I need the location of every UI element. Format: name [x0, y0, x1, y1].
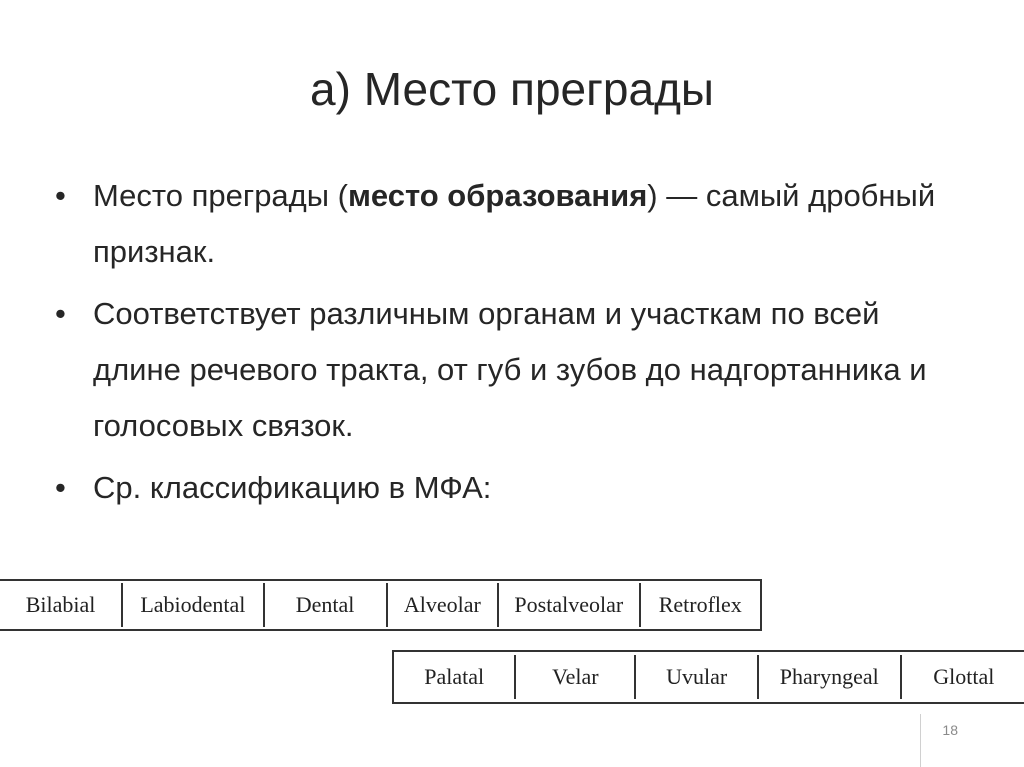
footer-divider — [920, 714, 921, 767]
table-row — [394, 655, 1024, 699]
table-cell: Labiodental — [122, 583, 263, 627]
bullet-item — [55, 286, 955, 454]
table-cell: Glottal — [901, 655, 1024, 699]
table-cell: Pharyngeal — [758, 655, 901, 699]
bullet-text-prefix: Место преграды ( — [93, 178, 348, 213]
page-number: 18 — [942, 722, 958, 738]
table-cell: Velar — [515, 655, 635, 699]
table-cell: Postalveolar — [498, 583, 640, 627]
bullet-item — [55, 460, 955, 516]
table-cell: Uvular — [635, 655, 757, 699]
ipa-table-places-2 — [392, 650, 1024, 704]
bullet-text: Ср. классификацию в МФА: — [93, 470, 492, 505]
table-cell: Bilabial — [25, 592, 96, 617]
table-cell: Dental — [264, 583, 387, 627]
table-cell: Retroflex — [640, 583, 760, 627]
bullet-list — [55, 168, 955, 522]
bullet-text-bold: место образования — [347, 178, 648, 213]
table-cell: Alveolar — [387, 583, 498, 627]
bullet-item — [55, 168, 955, 280]
ipa-table-places-1 — [0, 579, 762, 631]
table-row — [0, 583, 760, 627]
ipa-table — [0, 583, 760, 627]
slide-title: а) Место преграды — [310, 63, 714, 115]
bullet-text-suffix: ) — самый дробный признак. — [93, 178, 936, 269]
ipa-table — [394, 655, 1024, 699]
bullet-text: Соответствует различным органам и участкам по всей длине речевого тракта, от губ и зубов до надгортанника и голосовых связок. — [93, 296, 927, 443]
table-cell: Palatal — [424, 664, 485, 689]
